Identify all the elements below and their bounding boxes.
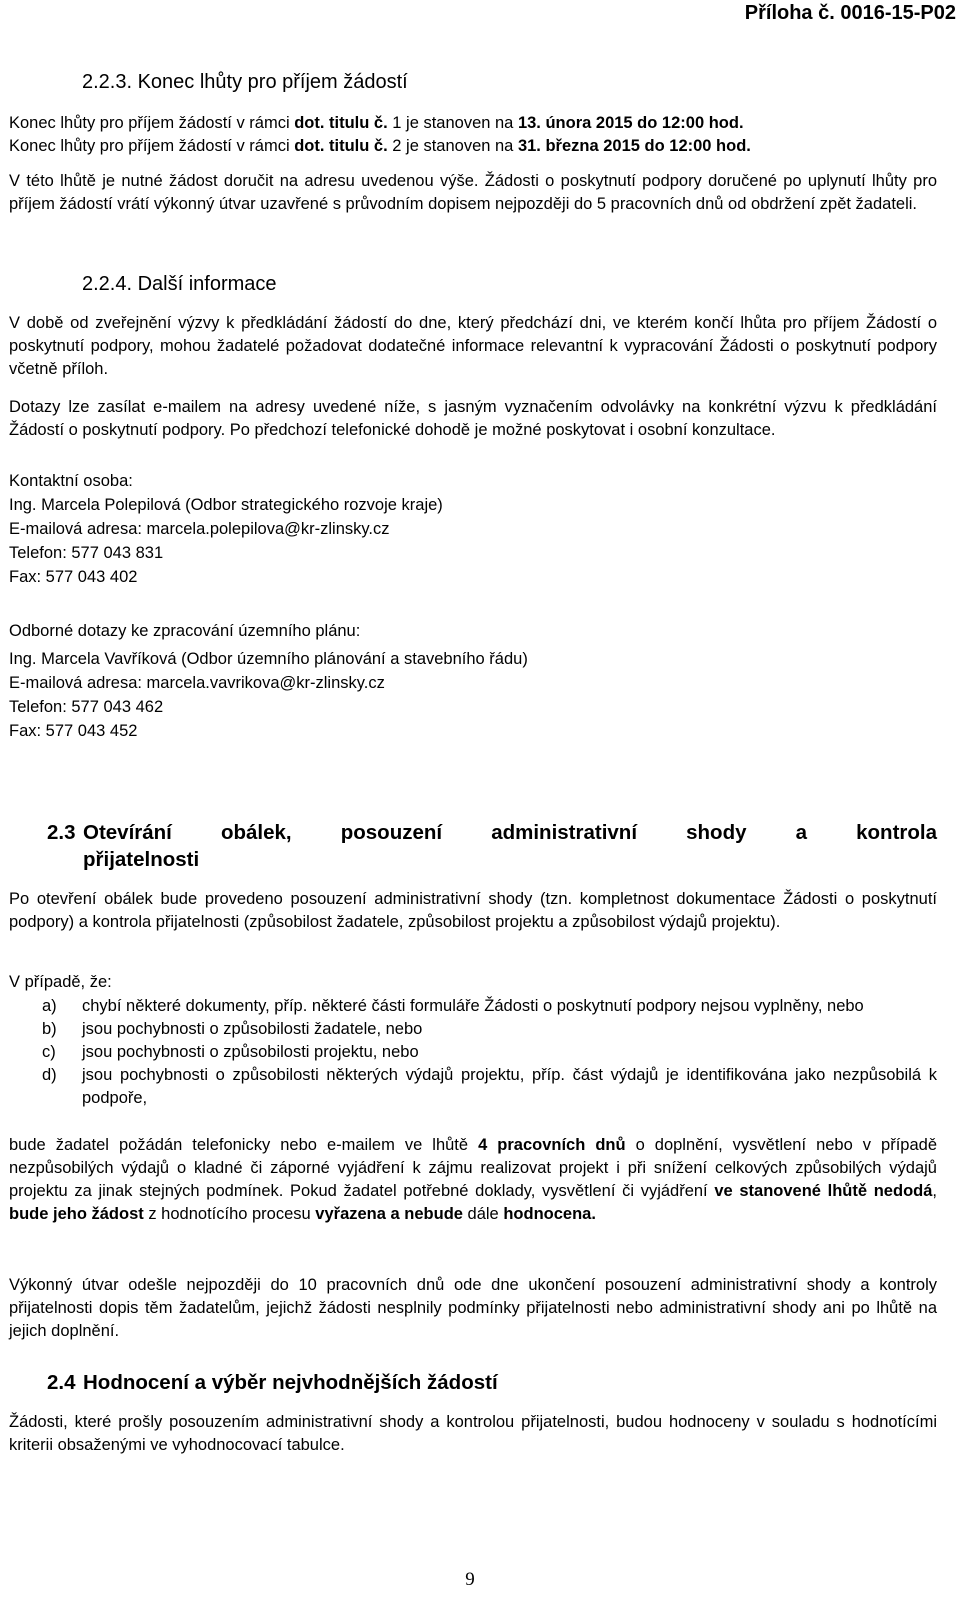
- notification-paragraph: Výkonný útvar odešle nejpozději do 10 pracovních dnů ode dne ukončení posouzení administrativní shody a kontroly přijatelnosti dopis těm žadatelům, jejichž žádosti nesplnily podmínky přijatelnosti nebo administrativní shody ani po lhůtě na jejich doplnění.: [9, 1276, 937, 1340]
- section-heading-2-2-4: 2.2.4. Další informace: [82, 273, 277, 295]
- contact2-name: Ing. Marcela Vavříková (Odbor územního plánování a stavebního řádu): [9, 650, 528, 668]
- contact1-phone: Telefon: 577 043 831: [9, 544, 164, 562]
- admin-check-paragraph: Po otevření obálek bude provedeno posouzení administrativní shody (tzn. kompletnost dokumentace Žádosti o poskytnutí podpory) a kontrola přijatelnosti (způsobilost žadatele, způsobilost projektu a způsobilost výdajů projektu).: [9, 890, 937, 931]
- section-number: 2.4: [47, 1371, 76, 1394]
- deficiency-list: [9, 995, 937, 1110]
- contact1-fax: Fax: 577 043 402: [9, 568, 138, 586]
- contact2-fax: Fax: 577 043 452: [9, 722, 138, 740]
- expert-heading: Odborné dotazy ke zpracování územního plánu:: [9, 622, 361, 640]
- contact1-email: E-mailová adresa: marcela.polepilova@kr-zlinsky.cz: [9, 520, 390, 538]
- list-item: a) chybí některé dokumenty, příp. některé části formuláře Žádosti o poskytnutí podpory nejsou vyplněny, nebo: [42, 997, 864, 1015]
- deadline-line-1: Konec lhůty pro příjem žádostí v rámci dot. titulu č. 1 je stanoven na 13. února 2015 do 12:00 hod.: [9, 114, 744, 132]
- list-item: d) jsou pochybnosti o způsobilosti některých výdajů projektu, příp. část výdajů je identifikována jako nezpůsobilá k podpoře,: [42, 1066, 937, 1107]
- case-intro: V případě, že:: [9, 973, 112, 991]
- list-item: b) jsou pochybnosti o způsobilosti žadatele, nebo: [42, 1020, 423, 1038]
- contact2-phone: Telefon: 577 043 462: [9, 698, 164, 716]
- section-heading-2-4: 2.4 Hodnocení a výběr nejvhodnějších žádostí: [47, 1371, 498, 1394]
- section-heading-2-3: 2.3 Otevírání obálek, posouzení administrativní shody a kontrola přijatelnosti: [47, 821, 937, 871]
- page-number: 9: [465, 1569, 475, 1590]
- evaluation-paragraph: Žádosti, které prošly posouzením administrativní shody a kontrolou přijatelnosti, budou hodnoceny v souladu s hodnotícími kriterii obsaženými ve vyhodnocovací tabulce.: [9, 1413, 937, 1454]
- attachment-header: Příloha č. 0016-15-P02: [744, 2, 956, 24]
- section-heading-2-2-3: 2.2.3. Konec lhůty pro příjem žádostí: [82, 71, 408, 93]
- contact2-email: E-mailová adresa: marcela.vavrikova@kr-zlinsky.cz: [9, 674, 385, 692]
- contact-heading: Kontaktní osoba:: [9, 472, 133, 490]
- deadline-line-2: Konec lhůty pro příjem žádostí v rámci dot. titulu č. 2 je stanoven na 31. března 2015 do 12:00 hod.: [9, 137, 751, 155]
- deadline-paragraph: V této lhůtě je nutné žádost doručit na adresu uvedenou výše. Žádosti o poskytnutí podpory doručené po uplynutí lhůty pro příjem žádostí vrátí výkonný útvar uzavřené s průvodním dopisem nejpozději do 5 pracovních dnů od obdržení zpět žadateli.: [9, 172, 937, 213]
- info-paragraph-2: Dotazy lze zasílat e-mailem na adresy uvedené níže, s jasným vyznačením odvolávky na konkrétní výzvu k předkládání Žádostí o poskytnutí podpory. Po předchozí telefonické dohodě je možné poskytovat i osobní konzultace.: [9, 398, 937, 439]
- contact1-name: Ing. Marcela Polepilová (Odbor strategického rozvoje kraje): [9, 496, 443, 514]
- result-paragraph: bude žadatel požádán telefonicky nebo e-mailem ve lhůtě 4 pracovních dnů o doplnění, vysvětlení nebo v případě nezpůsobilých výdajů o kladné či záporné vyjádření k zájmu realizovat projekt i při snížení celkových způsobilých výdajů projektu za jinak stejných podmínek. Pokud žadatel potřebné doklady, vysvětlení či vyjádření ve stanovené lhůtě nedodá, bude jeho žádost z hodnotícího procesu vyřazena a nebude dále hodnocena.: [9, 1136, 938, 1223]
- info-paragraph-1: V době od zveřejnění výzvy k předkládání žádostí do dne, který předchází dni, ve kterém končí lhůta pro příjem Žádostí o poskytnutí podpory, mohou žadatelé požadovat dodatečné informace relevantní k vypracování Žádosti o poskytnutí podpory včetně příloh.: [9, 314, 937, 378]
- list-item: c) jsou pochybnosti o způsobilosti projektu, nebo: [42, 1043, 419, 1061]
- section-number: 2.3: [47, 821, 76, 844]
